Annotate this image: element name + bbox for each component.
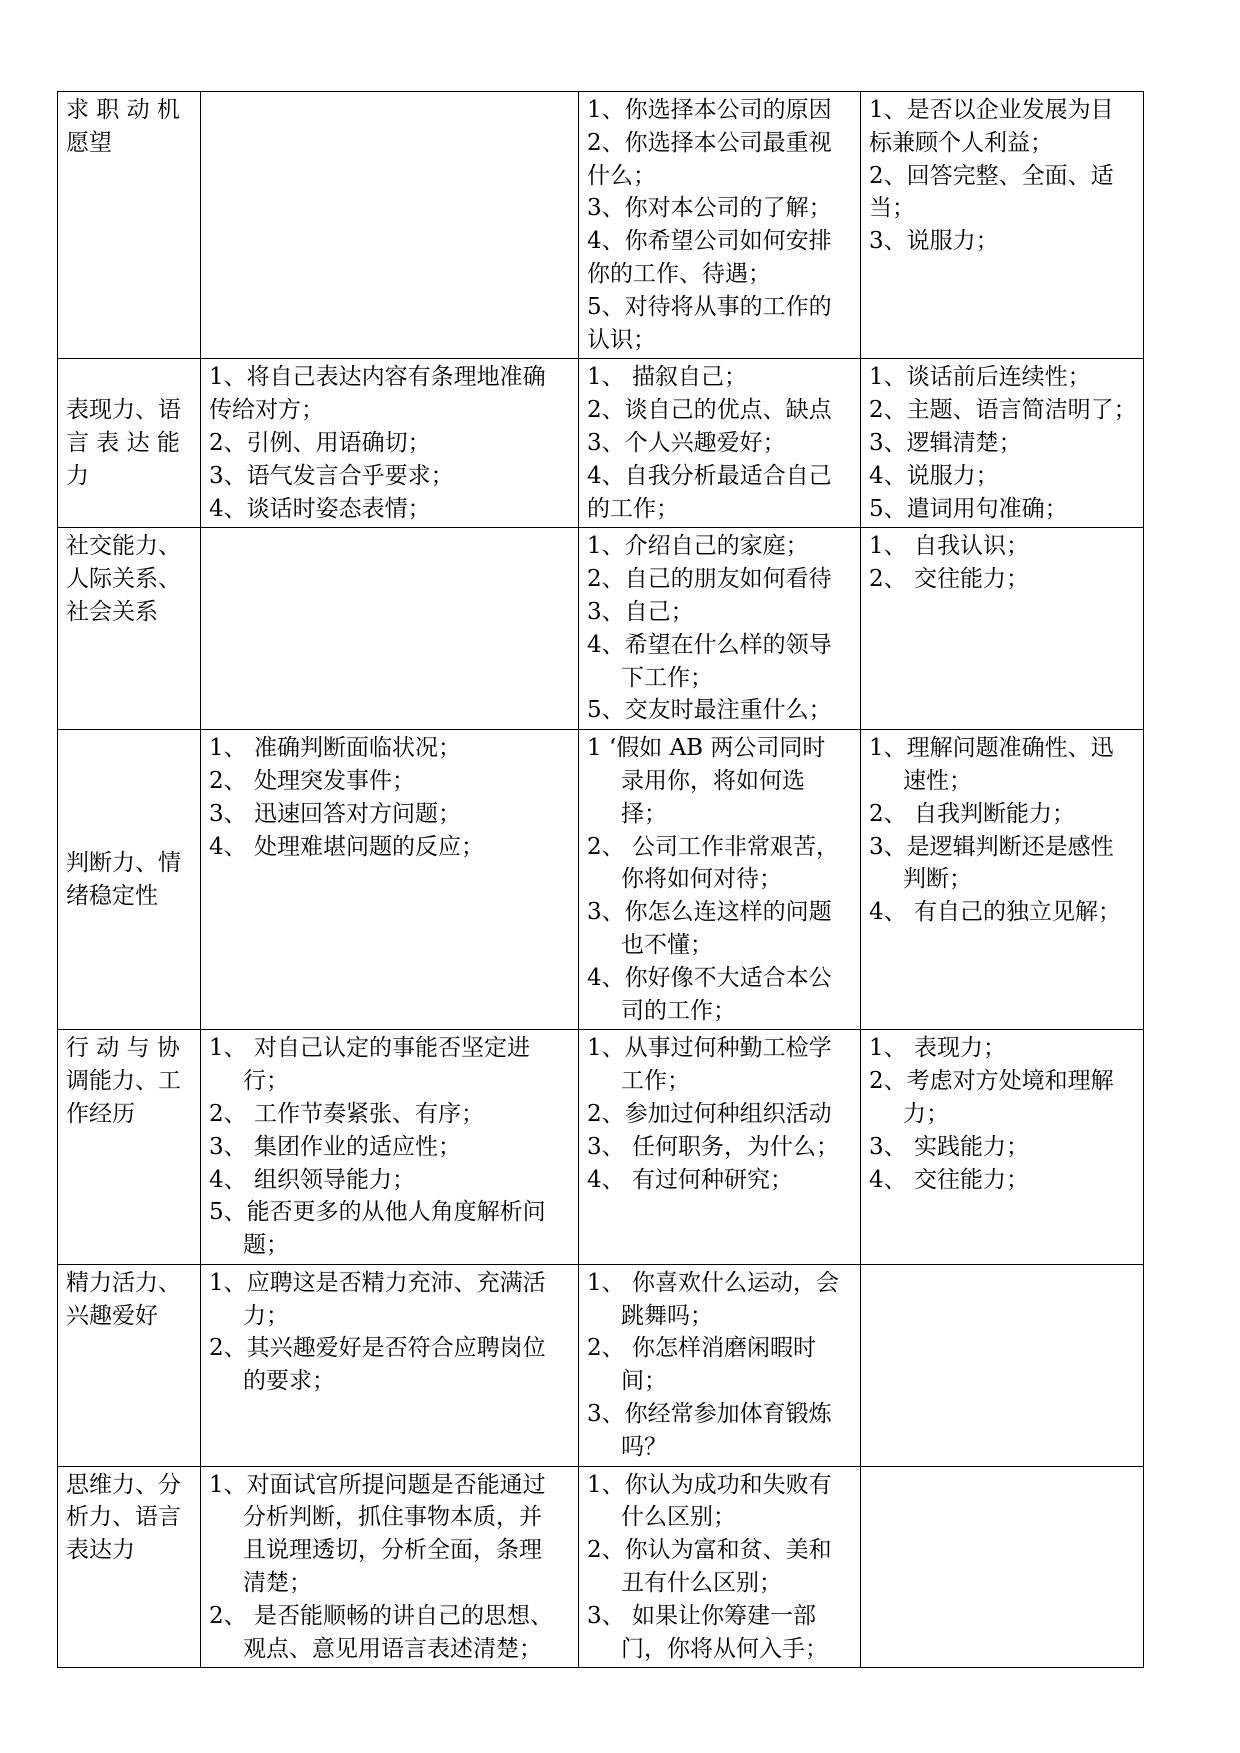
category-cell: 思维力、分 析力、语言 表达力 [58, 1466, 201, 1668]
criteria-cell [861, 1466, 1144, 1668]
purpose-cell [201, 528, 579, 730]
category-cell: 行 动 与 协 调能力、工 作经历 [58, 1030, 201, 1265]
category-cell: 社交能力、 人际关系、 社会关系 [58, 528, 201, 730]
category-cell: 判断力、情 绪稳定性 [58, 730, 201, 1030]
table-row [58, 1030, 1144, 1265]
category-cell: 求 职 动 机 愿望 [58, 92, 201, 359]
criteria-cell: 1、 表现力； 2、考虑对方处境和理解 力； 3、 实践能力； 4、 交往能力； [861, 1030, 1144, 1265]
questions-cell: 1、从事过何种勤工检学 工作； 2、参加过何种组织活动 3、 任何职务，为什么； 4、 有过何种研究； [579, 1030, 861, 1265]
criteria-cell: 1、 自我认识； 2、 交往能力； [861, 528, 1144, 730]
table-row [58, 528, 1144, 730]
criteria-cell: 1、谈话前后连续性； 2、主题、语言简洁明了； 3、逻辑清楚； 4、说服力； 5、遣词用句准确； [861, 359, 1144, 528]
questions-cell: 1、 你喜欢什么运动，会 跳舞吗； 2、 你怎样消磨闲暇时 间； 3、你经常参加体育锻炼 吗？ [579, 1264, 861, 1466]
purpose-cell: 1、 准确判断面临状况； 2、 处理突发事件； 3、 迅速回答对方问题； 4、 处理难堪问题的反应； [201, 730, 579, 1030]
criteria-cell [861, 1264, 1144, 1466]
questions-cell: 1、 描叙自己； 2、谈自己的优点、缺点 3、个人兴趣爱好； 4、自我分析最适合自己 的工作； [579, 359, 861, 528]
criteria-cell: 1、理解问题准确性、迅 速性； 2、 自我判断能力； 3、是逻辑判断还是感性 判断； 4、 有自己的独立见解； [861, 730, 1144, 1030]
table-row [58, 359, 1144, 528]
table-row [58, 1264, 1144, 1466]
criteria-cell: 1、是否以企业发展为目 标兼顾个人利益； 2、回答完整、全面、适 当； 3、说服力； [861, 92, 1144, 359]
purpose-cell: 1、应聘这是否精力充沛、充满活 力； 2、其兴趣爱好是否符合应聘岗位 的要求； [201, 1264, 579, 1466]
table-row [58, 92, 1144, 359]
questions-cell: 1、介绍自己的家庭； 2、自己的朋友如何看待 3、自己； 4、希望在什么样的领导 下工作； 5、交友时最注重什么； [579, 528, 861, 730]
purpose-cell [201, 92, 579, 359]
category-cell: 精力活力、 兴趣爱好 [58, 1264, 201, 1466]
questions-cell: 1 ‘假如 AB 两公司同时 录用你，将如何选 择； 2、 公司工作非常艰苦， 你将如何对待； 3、你怎么连这样的问题 也不懂； 4、你好像不大适合本公 司的工作； [579, 730, 861, 1030]
questions-cell: 1、你认为成功和失败有 什么区别； 2、你认为富和贫、美和 丑有什么区别； 3、 如果让你筹建一部 门，你将从何入手； [579, 1466, 861, 1668]
purpose-cell: 1、将自己表达内容有条理地准确 传给对方； 2、引例、用语确切； 3、语气发言合乎要求； 4、谈话时姿态表情； [201, 359, 579, 528]
interview-assessment-table [57, 91, 1144, 1668]
table-row [58, 1466, 1144, 1668]
purpose-cell: 1、对面试官所提问题是否能通过 分析判断，抓住事物本质，并 且说理透切，分析全面，条理 清楚； 2、 是否能顺畅的讲自己的思想、 观点、意见用语言表述清楚； [201, 1466, 579, 1668]
purpose-cell: 1、 对自己认定的事能否坚定进 行； 2、 工作节奏紧张、有序； 3、 集团作业的适应性； 4、 组织领导能力； 5、能否更多的从他人角度解析问 题； [201, 1030, 579, 1265]
table-row [58, 730, 1144, 1030]
category-cell: 表现力、语 言 表 达 能 力 [58, 359, 201, 528]
questions-cell: 1、你选择本公司的原因 2、你选择本公司最重视 什么； 3、你对本公司的了解； 4、你希望公司如何安排 你的工作、待遇； 5、对待将从事的工作的 认识； [579, 92, 861, 359]
